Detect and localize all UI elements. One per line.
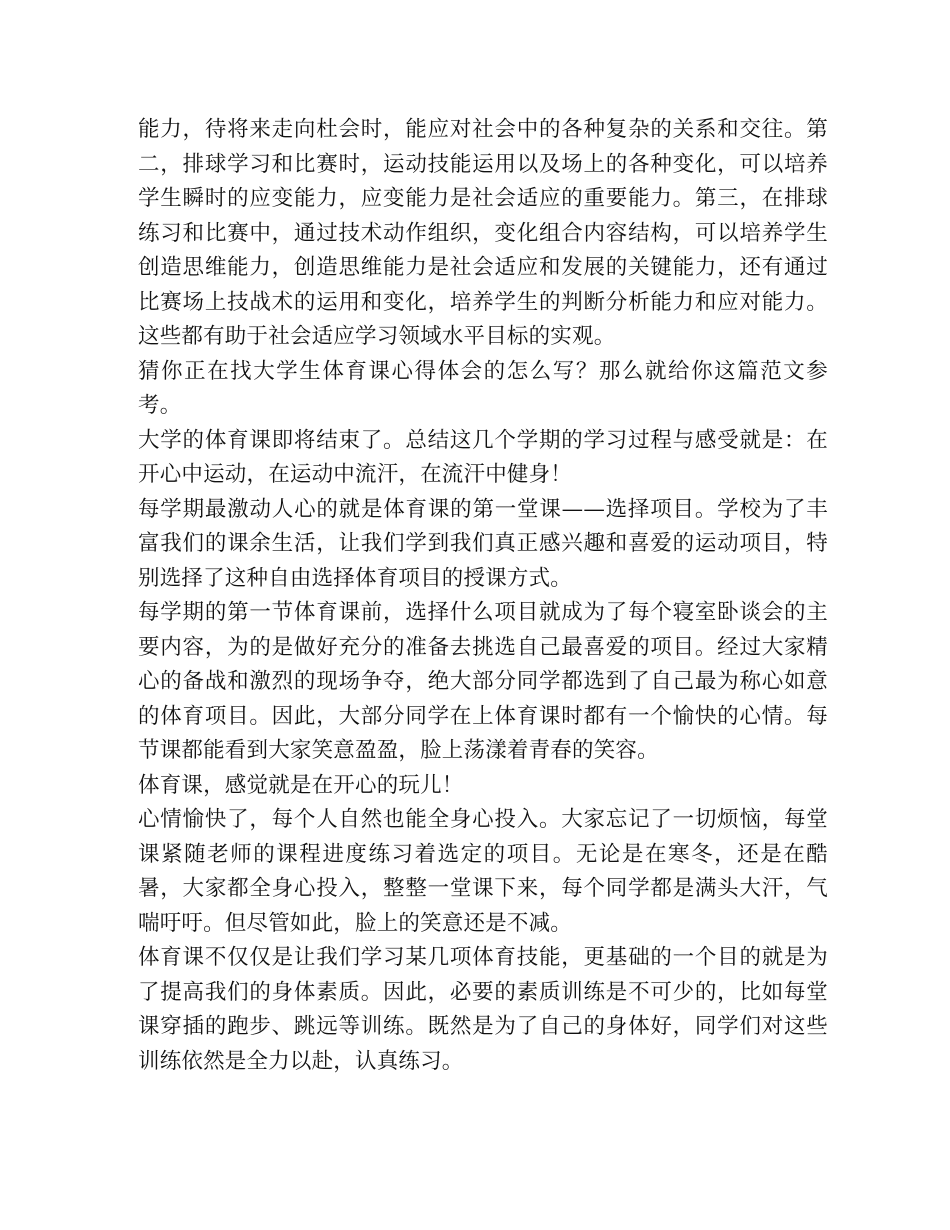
paragraph-2: 猜你正在找大学生体育课心得体会的怎么写？那么就给你这篇范文参考。 — [138, 358, 828, 418]
paragraph-7: 心情愉快了，每个人自然也能全身心投入。大家忘记了一切烦恼，每堂课紧随老师的课程进度练习着选定的项目。无论是在寒冬，还是在酷暑，大家都全身心投入，整整一堂课下来，每个同学都是满头大汗，气喘吁吁。但尽管如此，脸上的笑意还是不减。 — [138, 807, 828, 936]
paragraph-4: 每学期最激动人心的就是体育课的第一堂课——选择项目。学校为了丰富我们的课余生活，让我们学到我们真正感兴趣和喜爱的运动项目，特别选择了这种自由选择体育项目的授课方式。 — [138, 496, 828, 591]
document-body — [138, 113, 828, 1079]
paragraph-3: 大学的体育课即将结束了。总结这几个学期的学习过程与感受就是：在开心中运动，在运动中流汗，在流汗中健身！ — [138, 427, 828, 487]
paragraph-8: 体育课不仅仅是让我们学习某几项体育技能，更基础的一个目的就是为了提高我们的身体素质。因此，必要的素质训练是不可少的，比如每堂课穿插的跑步、跳远等训练。既然是为了自己的身体好，同学们对这些训练依然是全力以赴，认真练习。 — [138, 945, 828, 1074]
paragraph-5: 每学期的第一节体育课前，选择什么项目就成为了每个寝室卧谈会的主要内容，为的是做好充分的准备去挑选自己最喜爱的项目。经过大家精心的备战和激烈的现场争夺，绝大部分同学都选到了自己最为称心如意的体育项目。因此，大部分同学在上体育课时都有一个愉快的心情。每节课都能看到大家笑意盈盈，脸上荡漾着青春的笑容。 — [138, 600, 828, 763]
paragraph-1: 能力，待将来走向杜会时，能应对社会中的各种复杂的关系和交往。第二，排球学习和比赛时，运动技能运用以及场上的各种变化，可以培养学生瞬时的应变能力，应变能力是社会适应的重要能力。第三，在排球练习和比赛中，通过技术动作组织，变化组合内容结构，可以培养学生创造思维能力，创造思维能力是社会适应和发展的关键能力，还有通过比赛场上技战术的运用和变化，培养学生的判断分析能力和应对能力。这些都有助于社会适应学习领域水平目标的实观。 — [138, 117, 828, 349]
paragraph-6: 体育课，感觉就是在开心的玩儿！ — [138, 772, 464, 798]
